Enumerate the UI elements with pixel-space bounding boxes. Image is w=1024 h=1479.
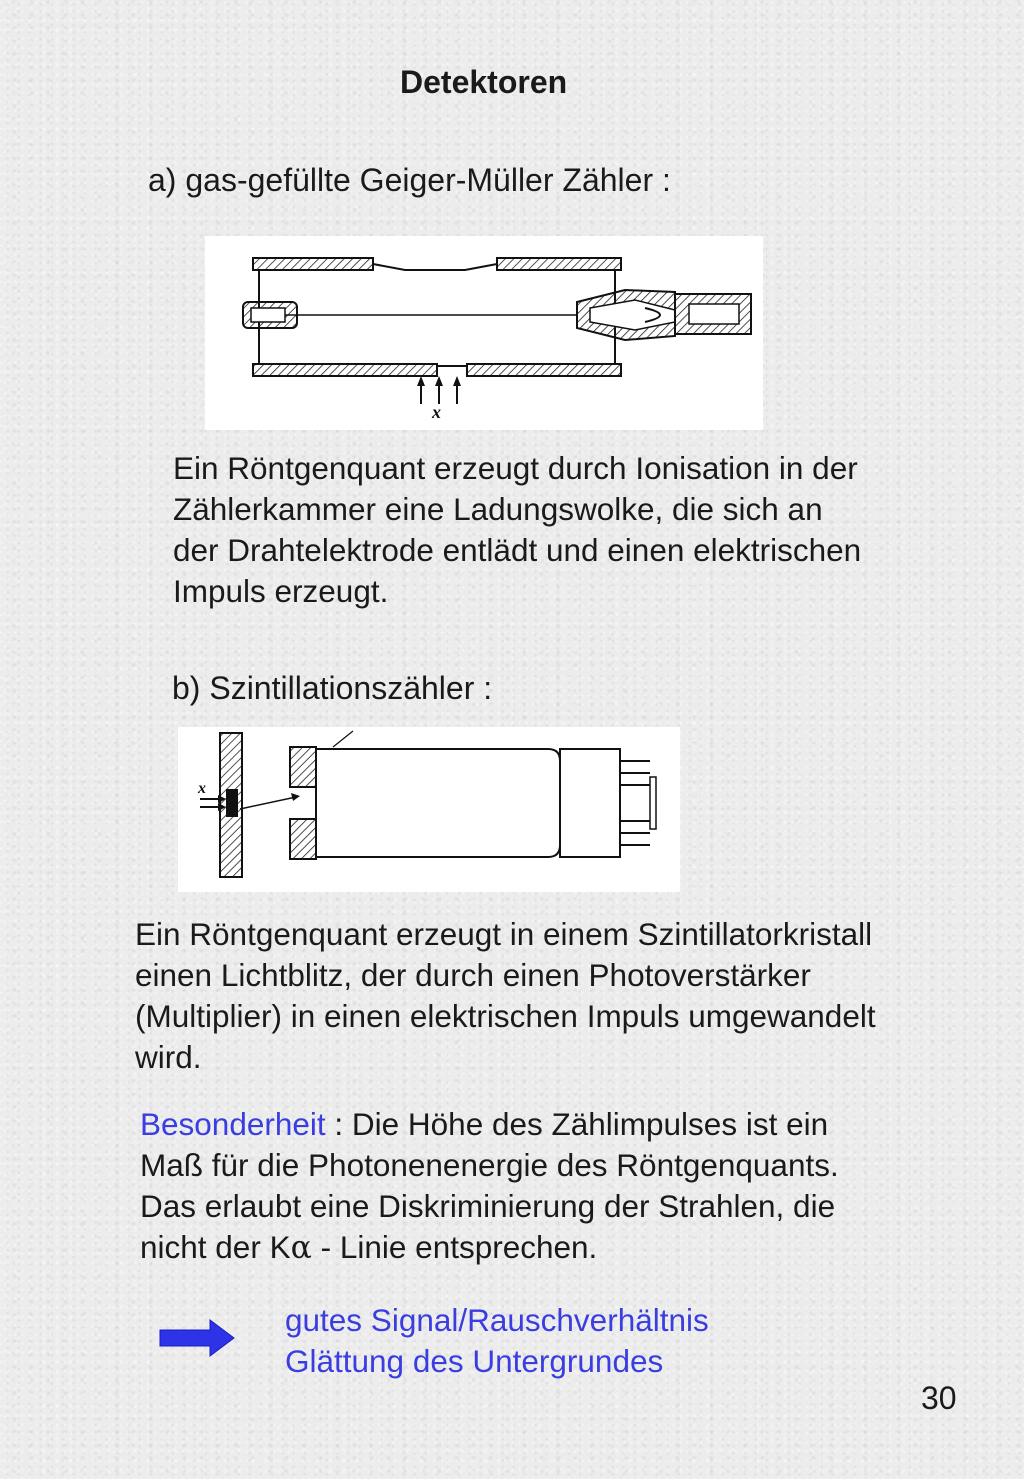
scintillation-counter-diagram <box>178 727 680 892</box>
besonderheit-line-2: Maß für die Photonenenergie des Röntgenquants. <box>140 1147 839 1183</box>
besonderheit-line4-post: - Linie entsprechen. <box>311 1229 598 1265</box>
section-a-line: Impuls erzeugt. <box>173 573 389 609</box>
section-a-line: Ein Röntgenquant erzeugt durch Ionisation in der <box>173 450 858 486</box>
sc-connector-pins <box>620 761 656 845</box>
conclusion-line-2: Glättung des Untergrundes <box>285 1343 664 1379</box>
besonderheit-label: Besonderheit <box>140 1106 326 1142</box>
besonderheit-block <box>140 1104 839 1269</box>
geiger-mueller-diagram <box>205 236 763 430</box>
section-a-line: der Drahtelektrode entlädt und einen elektrischen <box>173 532 862 568</box>
conclusion-block <box>285 1300 709 1382</box>
section-a-heading: a) gas-gefüllte Geiger-Müller Zähler : <box>148 162 671 198</box>
section-b-line: einen Lichtblitz, der durch einen Photoverstärker <box>135 957 811 993</box>
page-title: Detektoren <box>400 64 568 100</box>
sc-light-path <box>240 797 296 809</box>
gm-right-connector <box>577 290 751 340</box>
gm-x-label: x <box>432 402 441 422</box>
section-b-description <box>135 914 876 1078</box>
section-b-heading: b) Szintillationszähler : <box>172 670 493 706</box>
sc-entrance-window <box>220 733 242 877</box>
gm-xray-arrows-icon <box>417 376 461 404</box>
besonderheit-line-4 <box>140 1227 839 1269</box>
section-b-line: Ein Röntgenquant erzeugt in einem Szintillatorkristall <box>135 916 873 952</box>
besonderheit-line-1 <box>140 1104 839 1145</box>
section-a-line: Zählerkammer eine Ladungswolke, die sich an <box>173 491 823 527</box>
sc-x-label: x <box>198 780 206 797</box>
conclusion-line-1: gutes Signal/Rauschverhältnis <box>285 1302 709 1338</box>
alpha-symbol: α <box>290 1230 312 1266</box>
page-number: 30 <box>921 1380 957 1416</box>
section-b-line: wird. <box>135 1039 202 1075</box>
right-arrow-icon <box>158 1318 238 1358</box>
sc-photomultiplier-tube <box>290 731 620 859</box>
besonderheit-line-3: Das erlaubt eine Diskriminierung der Strahlen, die <box>140 1188 836 1224</box>
section-a-description <box>173 448 861 612</box>
gm-tube-body <box>253 258 621 376</box>
section-b-line: (Multiplier) in einen elektrischen Impuls umgewandelt <box>135 998 876 1034</box>
besonderheit-line4-pre: nicht der K <box>140 1229 291 1265</box>
besonderheit-line1-text: : Die Höhe des Zählimpulses ist ein <box>325 1106 829 1142</box>
